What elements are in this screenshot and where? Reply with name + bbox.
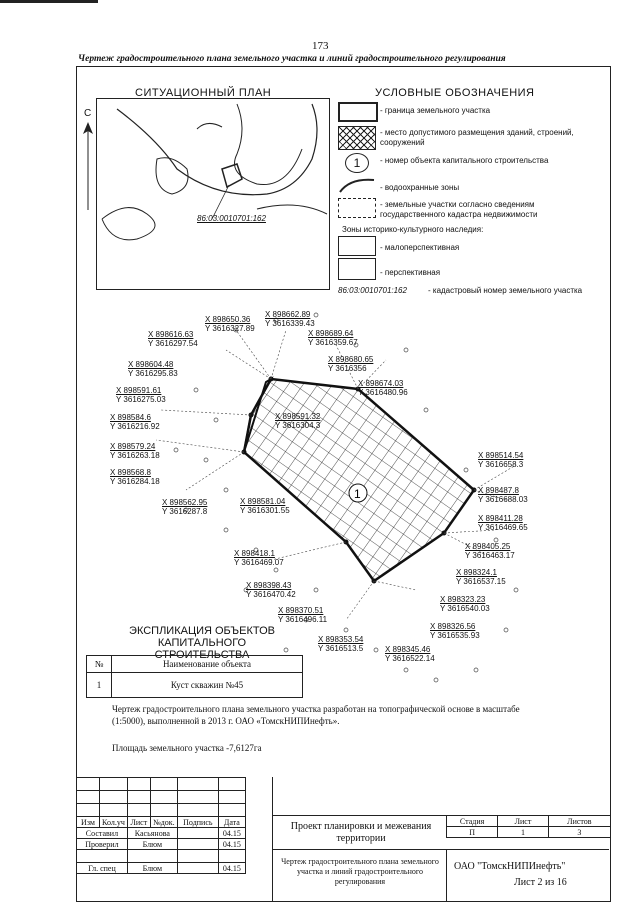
project-name: Проект планировки и межевания территории (290, 821, 432, 844)
page-number: 173 (312, 40, 329, 52)
coord-9: X 898584.6 Y 3616216.92 (110, 413, 160, 431)
coord-20: X 898324.1 Y 3616537.15 (456, 568, 506, 586)
coord-6: X 898604.48 Y 3616295.83 (128, 360, 178, 378)
situation-plan-box (96, 98, 330, 290)
coord-8: X 898591.61 Y 3616275.03 (116, 386, 166, 404)
legend-cadastre: - земельные участки согласно сведениям государственного кадастра недвижимости (380, 200, 538, 219)
coord-2: X 898662.89 Y 3616339.43 (265, 310, 315, 328)
coord-23: X 898370.51 Y 3616496.11 (278, 606, 328, 624)
coord-14: X 898562.95 Y 3616287.8 (162, 498, 208, 516)
name-2: Блюм (127, 839, 177, 850)
name-1: Касьянова (127, 828, 177, 839)
north-arrow-icon (82, 122, 94, 212)
top-edge-mark (0, 0, 98, 3)
object-number-label: 1 (354, 487, 361, 501)
coord-21: X 898398.43 Y 3616470.42 (246, 581, 296, 599)
stage-label: Стадия (447, 816, 498, 827)
name-3: Блюм (127, 863, 177, 874)
coord-12: X 898568.8 Y 3616284.18 (110, 468, 160, 486)
date-3: 04.15 (218, 863, 245, 874)
coord-25: X 898353.54 Y 3616513.5 (318, 635, 364, 653)
boundary-swatch (338, 102, 378, 122)
heritage-high-swatch (338, 258, 376, 280)
coord-13: X 898514.54 Y 3616658.3 (478, 451, 524, 469)
area-text: Площадь земельного участка -7,6127га (112, 743, 262, 753)
hdr-doc: №док. (150, 817, 177, 828)
title-block (76, 777, 611, 902)
object-number-swatch: 1 (345, 153, 369, 173)
role-1: Составил (77, 828, 128, 839)
coord-7: X 898674.03 Y 3616480.96 (358, 379, 408, 397)
hdr-sign: Подпись (177, 817, 218, 828)
hdr-list: Лист (127, 817, 150, 828)
col-name: Наименование объекта (112, 656, 303, 673)
org-name: ОАО "ТомскНИПИнефть" (454, 861, 566, 872)
coord-11: X 898579.24 Y 3616263.18 (110, 442, 160, 460)
coord-4: X 898616.63 Y 3616297.54 (148, 330, 198, 348)
sheets-label: Листов (548, 816, 610, 827)
explication-title: ЭКСПЛИКАЦИЯ ОБЪЕКТОВ КАПИТАЛЬНОГО СТРОИТЕЛЬСТВА (129, 625, 275, 661)
coord-15: X 898581.04 Y 3616301.55 (240, 497, 290, 515)
hdr-koluch: Кол.уч (100, 817, 128, 828)
stamp-drawing-title: Чертеж градостроительного плана земельного участка и линий градостроительного регулирования (281, 857, 439, 886)
sheet-value: 1 (498, 827, 549, 838)
coord-24: X 898326.56 Y 3616535.93 (430, 622, 480, 640)
coord-5: X 898680.65 Y 3616356 (328, 355, 374, 373)
north-label: С (84, 108, 92, 119)
hdr-izm: Изм (77, 817, 100, 828)
situation-plan-title: СИТУАЦИОННЫЙ ПЛАН (135, 87, 272, 99)
sheet-label: Лист (498, 816, 549, 827)
row-name: Куст скважин №45 (112, 673, 303, 698)
sheet-of: Лист 2 из 16 (514, 877, 567, 888)
legend-buildable: - место допустимого размещения зданий, строений, сооружений (380, 128, 574, 147)
heritage-low: - малоперспективная (380, 243, 460, 252)
heritage-title: Зоны историко-культурного наследия: (342, 225, 484, 234)
role-3: Гл. спец (77, 863, 128, 874)
cadastral-desc: - кадастровый номер земельного участка (428, 286, 583, 295)
legend-object-number: - номер объекта капитального строительства (380, 156, 549, 165)
coord-17: X 898411.28 Y 3616469.65 (478, 514, 528, 532)
stamp-stage (446, 815, 611, 838)
col-num: № (87, 656, 112, 673)
water-zone-swatch (338, 176, 376, 194)
heritage-low-swatch (338, 236, 376, 256)
legend-water-zone: - водоохранные зоны (380, 183, 460, 192)
drawing-title: Чертеж градостроительного плана земельного участка и линий градостроительного регулирования (78, 54, 506, 64)
hdr-date: Дата (218, 817, 245, 828)
date-2: 04.15 (218, 839, 245, 850)
coord-18: X 898405.25 Y 3616463.17 (465, 542, 515, 560)
coord-1: X 898650.36 Y 3616327.89 (205, 315, 255, 333)
explication-table (86, 655, 303, 698)
buildable-swatch (338, 126, 376, 150)
heritage-high: - перспективная (380, 268, 441, 277)
situation-plan-map (97, 99, 329, 289)
cadastral-example: 86:03:0010701:162 (338, 286, 407, 295)
sheets-value: 3 (548, 827, 610, 838)
stamp-left (76, 777, 246, 874)
note-text: Чертеж градостроительного плана земельного участка разработан на топографической основе в масштабе (1:5000), выполненной в 2013 г. ОАО «ТомскНИПИнефть». (112, 704, 520, 726)
coord-3: X 898689.64 Y 3616359.67 (308, 329, 358, 347)
situation-cadastral-label: 86:03:0010701:162 (197, 214, 266, 223)
coord-10: X 898591.32 Y 3616304.3 (275, 412, 321, 430)
legend-boundary: - граница земельного участка (380, 106, 491, 115)
date-1: 04.15 (218, 828, 245, 839)
coord-26: X 898345.46 Y 3616522.14 (385, 645, 435, 663)
stage-value: П (447, 827, 498, 838)
cadastre-swatch (338, 198, 376, 218)
legend-title: УСЛОВНЫЕ ОБОЗНАЧЕНИЯ (375, 87, 535, 99)
coord-19: X 898418.1 Y 3616469.07 (234, 549, 284, 567)
role-2: Проверил (77, 839, 128, 850)
coord-16: X 898487.8 Y 3616688.03 (478, 486, 528, 504)
row-num: 1 (87, 673, 112, 698)
coord-22: X 898323.23 Y 3616540.03 (440, 595, 490, 613)
